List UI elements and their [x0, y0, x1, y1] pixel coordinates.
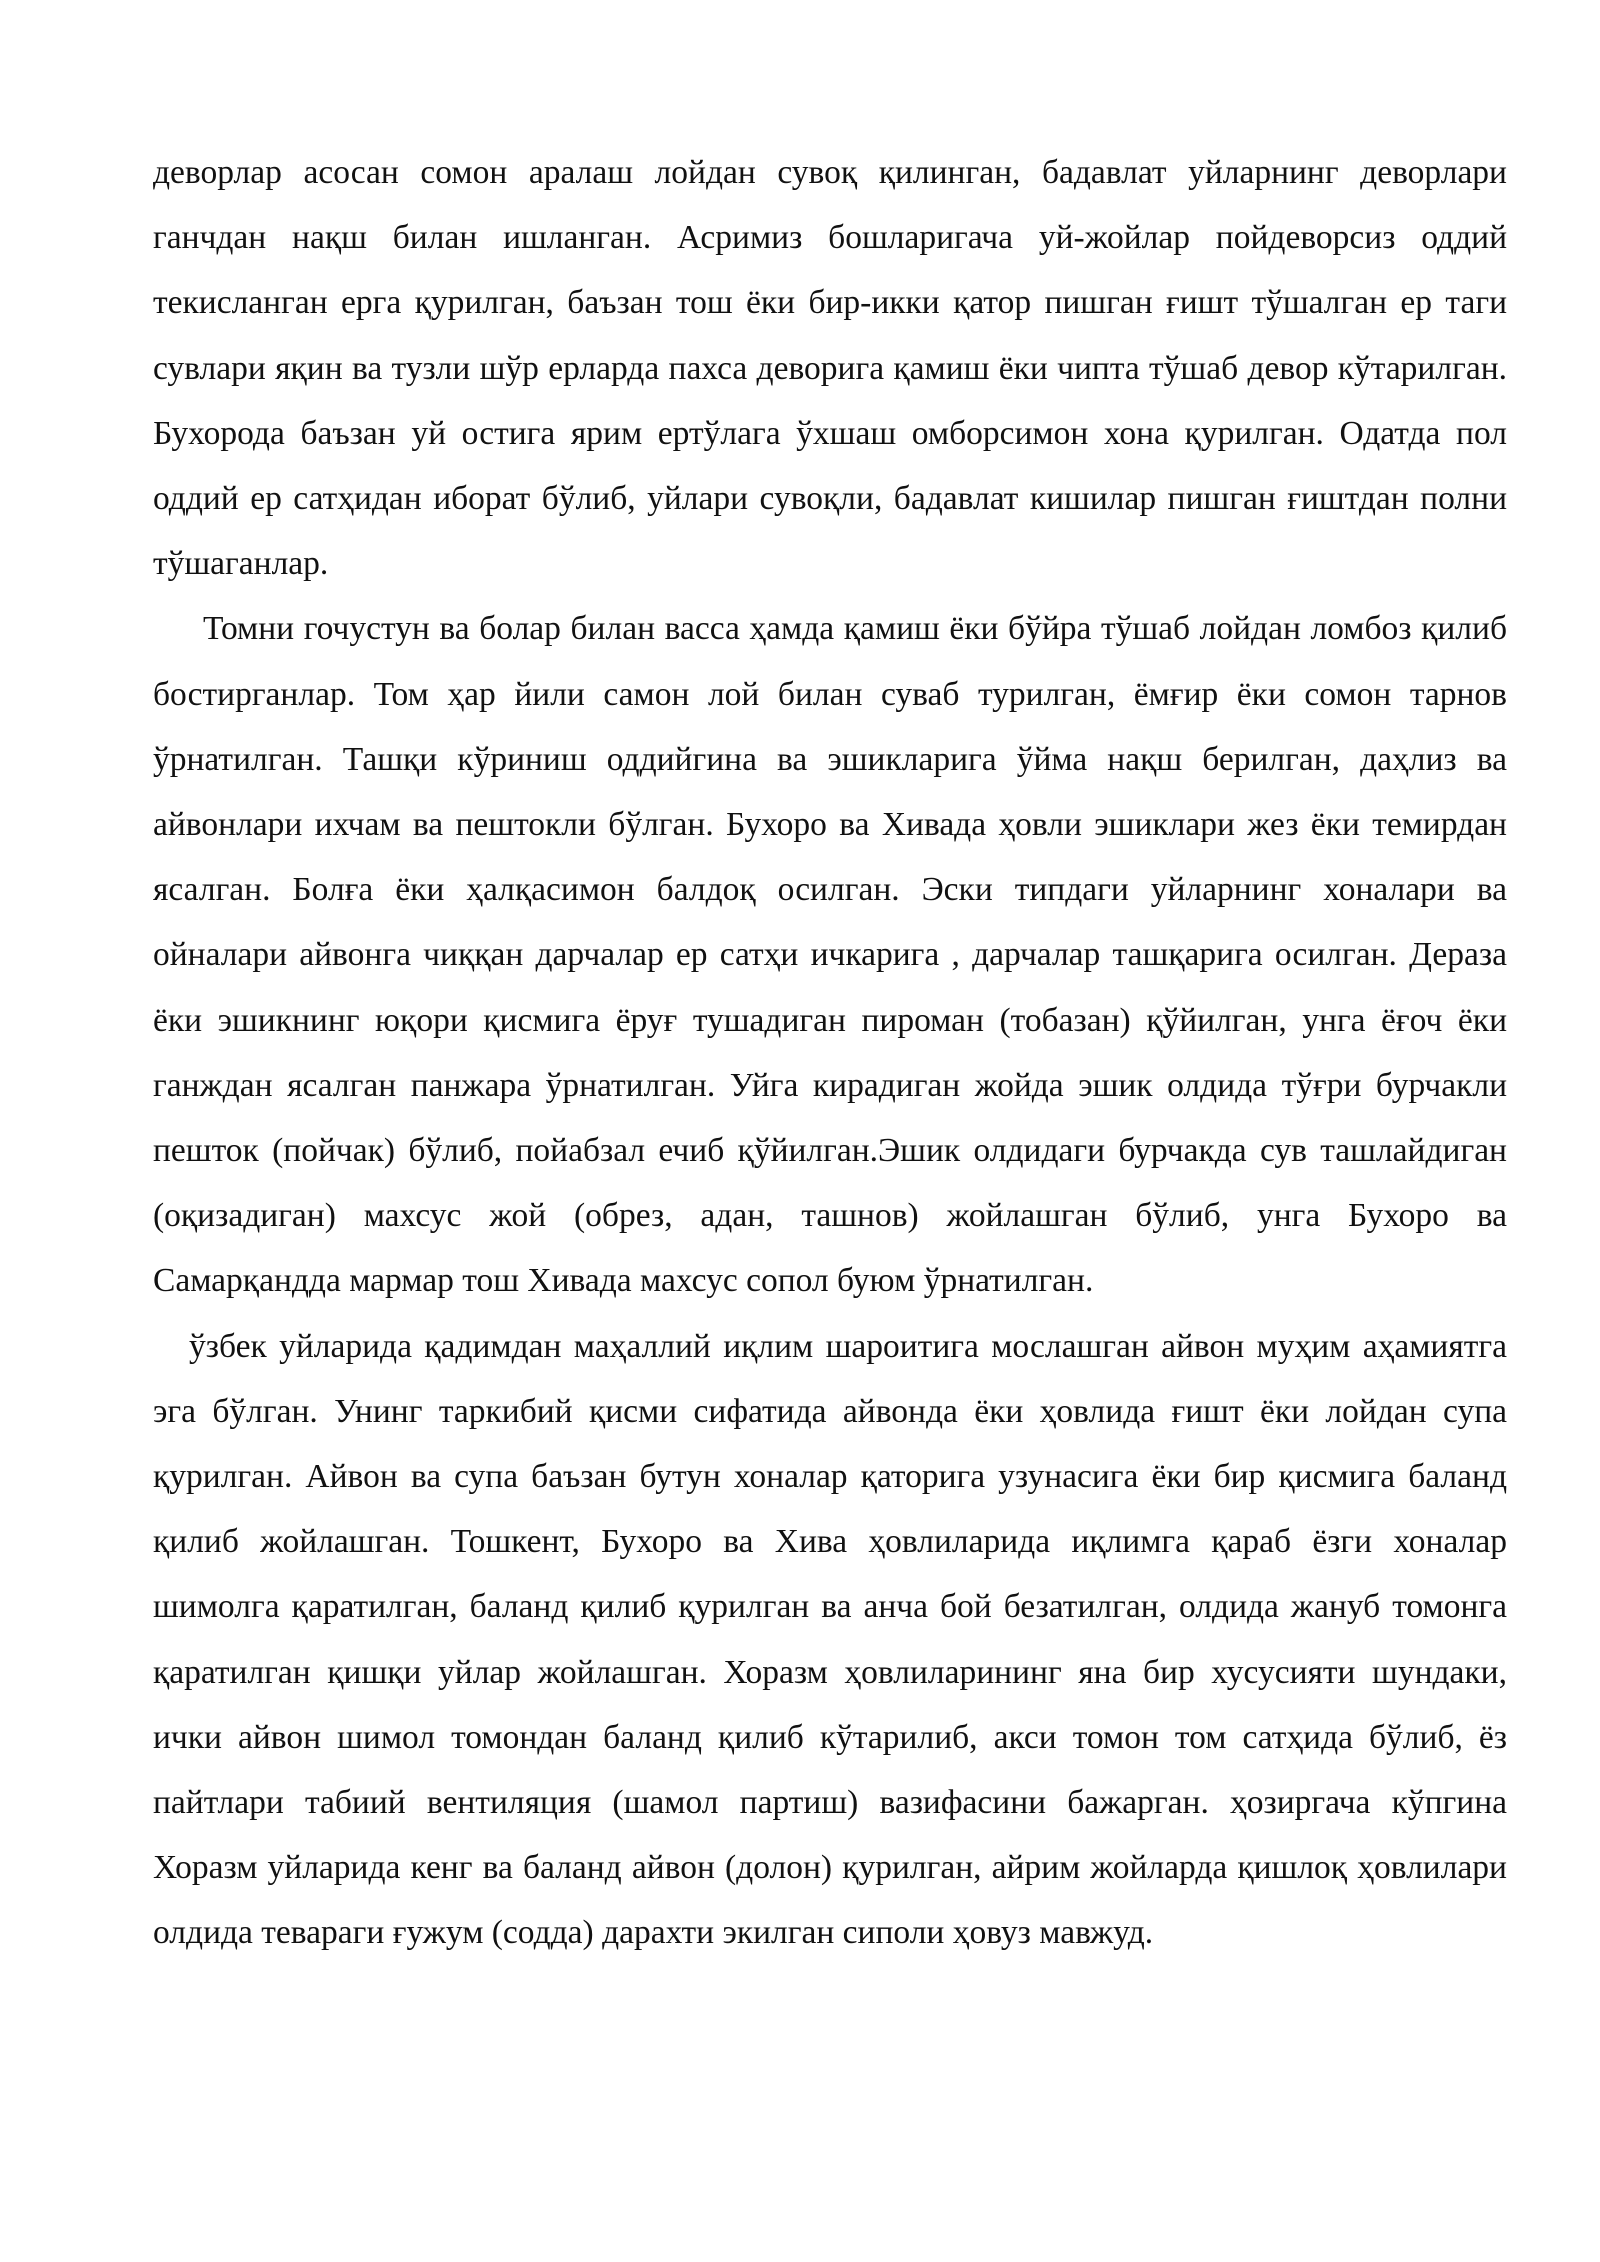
paragraph-2: Томни гочустун ва болар билан васса ҳамда қамиш ёки бўйра тўшаб лойдан ломбоз қилиб бостирганлар. Том ҳар йили самон лой билан суваб турилган, ёмғир ёки сомон тарнов ўрнатилган. Ташқи кўриниш оддийгина ва эшикларига ўйма нақш берилган, даҳлиз ва айвонлари ихчам ва пештокли бўлган. Бухоро ва Хивада ҳовли эшиклари жез ёки темирдан ясалган. Болға ёки ҳалқасимон балдоқ осилган. Эски типдаги уйларнинг хоналари ва ойналари айвонга чиққан дарчалар ер сатҳи ичкарига , дарчалар ташқарига осилган. Дераза ёки эшикнинг юқори қисмига ёруғ тушадиган пироман (тобазан) қўйилган, унга ёғоч ёки ганждан ясалган панжара ўрнатилган. Уйга кирадиган жойда эшик олдида тўғри бурчакли пешток (пойчак) бўлиб, пойабзал ечиб қўйилган.Эшик олдидаги бурчакда сув ташлайдиган (оқизадиган) махсус жой (обрез, адан, ташнов) жойлашган бўлиб, унга Бухоро ва Самарқандда мармар тош Хивада махсус сопол буюм ўрнатилган. — [153, 610, 1507, 1300]
paragraph-1: деворлар асосан сомон аралаш лойдан сувоқ қилинган, бадавлат уйларнинг деворлари ганчдан нақш билан ишланган. Асримиз бошларигача уй-жойлар пойдеворсиз оддий текисланган ерга қурилган, баъзан тош ёки бир-икки қатор пишган ғишт тўшалган ер таги сувлари яқин ва тузли шўр ерларда пахса деворига қамиш ёки чипта тўшаб девор кўтарилган. Бухорода баъзан уй остига ярим ертўлага ўхшаш омборсимон хона қурилган. Одатда пол оддий ер сатҳидан иборат бўлиб, уйлари сувоқли, бадавлат кишилар пишган ғиштдан полни тўшаганлар. — [153, 154, 1507, 583]
document-body — [153, 140, 1507, 1966]
paragraph-3: ўзбек уйларида қадимдан маҳаллий иқлим шароитига мослашган айвон муҳим аҳамиятга эга бўлган. Унинг таркибий қисми сифатида айвонда ёки ҳовлида ғишт ёки лойдан супа қурилган. Айвон ва супа баъзан бутун хоналар қаторига узунасига ёки бир қисмига баланд қилиб жойлашган. Тошкент, Бухоро ва Хива ҳовлиларида иқлимга қараб ёзги хоналар шимолга қаратилган, баланд қилиб қурилган ва анча бой безатилган, олдида жануб томонга қаратилган қишқи уйлар жойлашган. Хоразм ҳовлиларининг яна бир хусусияти шундаки, ички айвон шимол томондан баланд қилиб кўтарилиб, акси томон том сатҳида бўлиб, ёз пайтлари табиий вентиляция (шамол партиш) вазифасини бажарган. ҳозиргача кўпгина Хоразм уйларида кенг ва баланд айвон (долон) қурилган, айрим жойларда қишлоқ ҳовлилари олдида тевараги ғужум (содда) дарахти экилган сиполи ҳовуз мавжуд. — [153, 1327, 1507, 1952]
